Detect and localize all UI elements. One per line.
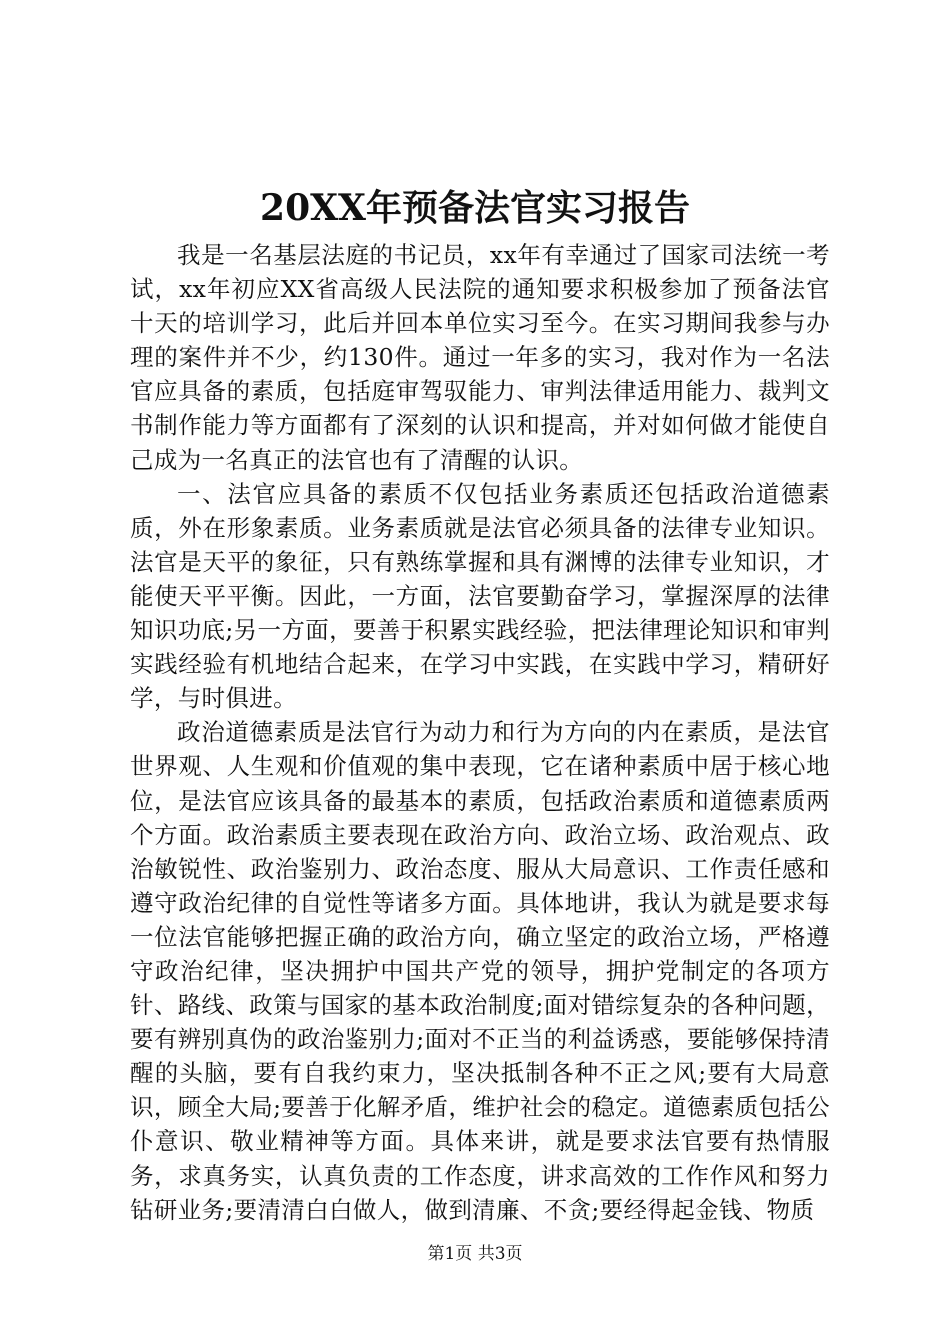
paragraph-professional-quality: 一、法官应具备的素质不仅包括业务素质还包括政治道德素质，外在形象素质。业务素质就是法官必须具备的法律专业知识。法官是天平的象征，只有熟练掌握和具有渊博的法律专业知识，才能使天平平衡。因此，一方面，法官要勤奋学习，掌握深厚的法律知识功底;另一方面，要善于积累实践经验，把法律理论知识和审判实践经验有机地结合起来，在学习中实践，在实践中学习，精研好学，与时俱进。: [130, 479, 830, 713]
paragraph-intro: 我是一名基层法庭的书记员，xx年有幸通过了国家司法统一考试，xx年初应XX省高级人民法院的通知要求积极参加了预备法官十天的培训学习，此后并回本单位实习至今。在实习期间我参与办理的案件并不少，约130件。通过一年多的实习，我对作为一名法官应具备的素质，包括庭审驾驭能力、审判法律适用能力、裁判文书制作能力等方面都有了深刻的认识和提高，并对如何做才能使自己成为一名真正的法官也有了清醒的认识。: [130, 241, 830, 474]
document-body: [130, 238, 830, 1227]
document-title: 20XX年预备法官实习报告: [260, 187, 690, 229]
page-number-footer: 第1页 共3页: [427, 1244, 523, 1264]
paragraph-political-moral-quality: 政治道德素质是法官行为动力和行为方向的内在素质，是法官世界观、人生观和价值观的集中表现，它在诸种素质中居于核心地位，是法官应该具备的最基本的素质，包括政治素质和道德素质两个方面。政治素质主要表现在政治方向、政治立场、政治观点、政治敏锐性、政治鉴别力、政治态度、服从大局意识、工作责任感和遵守政治纪律的自觉性等诸多方面。具体地讲，我认为就是要求每一位法官能够把握正确的政治方向，确立坚定的政治立场，严格遵守政治纪律，坚决拥护中国共产党的领导，拥护党制定的各项方针、路线、政策与国家的基本政治制度;面对错综复杂的各种问题，要有辨别真伪的政治鉴别力;面对不正当的利益诱惑，要能够保持清醒的头脑，要有自我约束力，坚决抵制各种不正之风;要有大局意识，顾全大局;要善于化解矛盾，维护社会的稳定。道德素质包括公仆意识、敬业精神等方面。具体来讲，就是要求法官要有热情服务，求真务实，认真负责的工作态度，讲求高效的工作作风和努力钻研业务;要清清白白做人，做到清廉、不贪;要经得起金钱、物质: [130, 718, 830, 1224]
